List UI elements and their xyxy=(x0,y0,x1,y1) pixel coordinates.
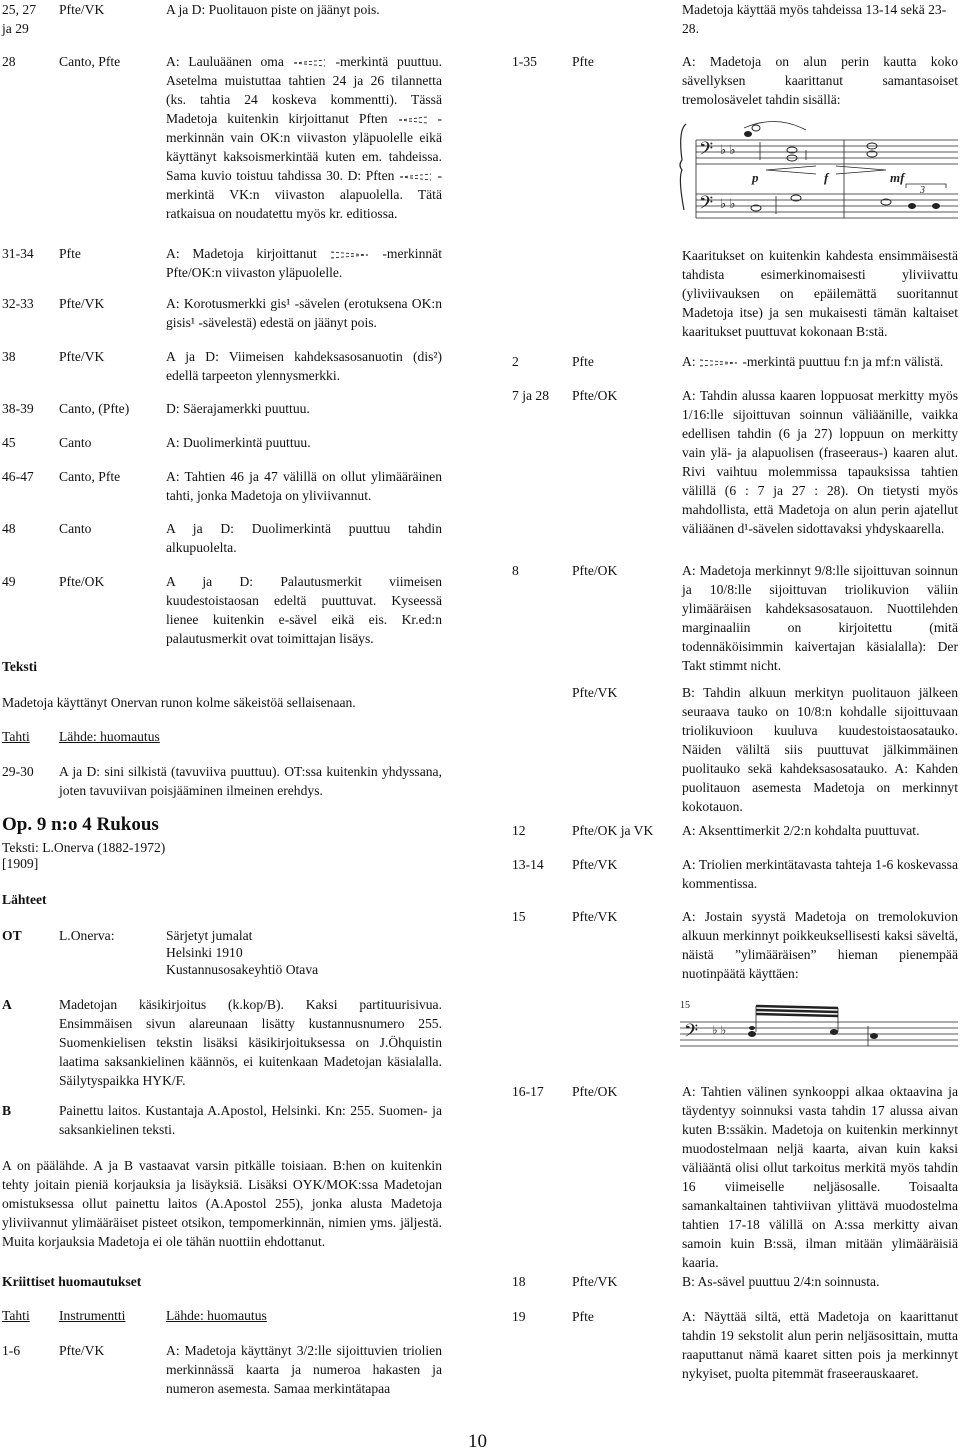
bar-number: 45 xyxy=(2,435,16,450)
comment-text: A ja D: Duolimerkintä puuttuu tahdin alkupuolelta. xyxy=(166,521,442,555)
comment-text: A: Tahtien välinen synkooppi alkaa oktaavina ja täydentyy soinnuksi vasta tahdin 17 alussa aivan kuten B:ssäkin. Madetoja on kuitenkin merkinnyt muodostelmaan neljä kaarta, aivan kuin kaksi väliääntä olisi ollut tarkoitus merkitä myös tahdin 16 viimeiselle neljäsosalle. Toisaalta samankaltainen tahtiviivan ylittävä muodostelma tahtien 17-18 välillä on A:ssa merkitty aivan samoin kuin B:ssä, ilman mitään ylimääräisiä kaaria. xyxy=(682,1084,958,1270)
instrument: Canto xyxy=(59,435,92,450)
music-example xyxy=(678,996,958,1052)
instrument: Pfte/VK xyxy=(59,296,105,311)
dynamic-p: p xyxy=(752,170,759,185)
bar-number: 25, 27 ja 29 xyxy=(2,2,36,36)
comment-text: A: Madetoja käyttänyt 3/2:lle sijoittuvien triolien merkinnässä kaarta ja numeroa hakasten ja numeron asemesta. Samaa merkintätapaa xyxy=(166,1343,442,1396)
op-teksti: Teksti: L.Onerva (1882-1972) xyxy=(2,840,166,855)
column-header-tahti: Tahti xyxy=(2,1308,30,1323)
instrument: Pfte xyxy=(572,354,594,369)
instrument: Pfte/VK xyxy=(59,2,105,17)
bar-number: 46-47 xyxy=(2,469,34,484)
hairpin-icon xyxy=(293,59,327,67)
comment-text: A: Duolimerkintä puuttuu. xyxy=(166,435,311,450)
bar-number: 18 xyxy=(512,1274,526,1289)
bar-number: 2 xyxy=(512,354,519,369)
source-author: L.Onerva: xyxy=(59,928,115,943)
instrument: Pfte/VK xyxy=(572,1274,618,1289)
column-header-lahde: Lähde: huomautus xyxy=(166,1308,267,1323)
instrument: Pfte/VK xyxy=(59,1343,105,1358)
bar-number: 48 xyxy=(2,521,16,536)
bar-number: 38 xyxy=(2,349,16,364)
source-text: Madetojan käsikirjoitus (k.kop/B). Kaksi partituurisivua. Ensimmäisen sivun alareunaan lisätty kustannusnumero 255. Suomenkielisen tekstin lisäksi käsikirjoituksessa on J.Öhquistin laatima saksankielinen käännös, ei kuitenkaan Madetojan käsialalla. Säilytyspaikka HYK/F. xyxy=(59,997,442,1088)
column-header-lahde: Lähde: huomautus xyxy=(59,729,160,744)
instrument: Pfte/OK xyxy=(572,1084,618,1099)
comment-text: A: Aksenttimerkit 2/2:n kohdalta puuttuvat. xyxy=(682,823,920,838)
source-key: OT xyxy=(2,928,22,943)
source-line: Kustannusosakeyhtiö Otava xyxy=(166,962,319,977)
comment-text: A ja D: sini silkistä (tavuviiva puuttuu). OT:ssa kuitenkin yhdyssana, joten tavuviivan poisjääminen ilmeinen erehdys. xyxy=(59,764,442,798)
instrument: Pfte/VK xyxy=(572,909,618,924)
bar-number: 31-34 xyxy=(2,246,34,261)
comment-text: D: Säerajamerkki puuttuu. xyxy=(166,401,310,416)
hairpin-icon xyxy=(398,116,428,124)
bar-number: 19 xyxy=(512,1309,526,1324)
bar-number: 1-6 xyxy=(2,1343,21,1358)
svg-text:𝄢: 𝄢 xyxy=(699,138,714,163)
instrument: Canto xyxy=(59,521,92,536)
comment-text: A: Lauluäänen oma -merkintä puuttuu. Asetelma muistuttaa tahtien 24 ja 26 tilannetta (ks. tahtia 24 koskeva kommentti). Tässä Madetoja kuitenkin kirjoittanut Pften -merkinnän vain OK:n viivaston yläpuolelle eikä käyttänyt kaksoismerkintää kuten em. tahdeissa. Sama kuvio toistuu tahdissa 30. D: Pften -merkintä VK:n viivaston alapuolella. Tätä ratkaisua on noudatettu myös kr. editiossa. xyxy=(166,54,442,221)
source-line: Särjetyt jumalat xyxy=(166,928,253,943)
instrument: Pfte/VK xyxy=(572,857,618,872)
measure-number: 15 xyxy=(680,1000,690,1011)
comment-text: A: -merkintä puuttuu f:n ja mf:n välistä. xyxy=(682,354,944,369)
comment-text: B: Tahdin alkuun merkityn puolitauon jälkeen seuraava tauko on 10/8:n kohdalle sijoittuvaan triolikuvioon kuuluva kuudestoistaosatauko. Näiden väliltä siis puuttuvat jälkimmäinen puolitauko sekä kahdeksasosatauko. A: Kahden puolitauon asemesta Madetoja on merkinnyt kokotauon. xyxy=(682,685,958,814)
comment-text: A ja D: Puolitauon piste on jäänyt pois. xyxy=(166,2,380,17)
comment-text: A ja D: Palautusmerkit viimeisen kuudestoistaosan edeltä puuttuvat. Kyseessä lienee kuitenkin e-sävel eikä eis. Kr.ed:n palautusmerkit ovat toimittajan lisäys. xyxy=(166,574,442,646)
instrument: Pfte/OK xyxy=(572,563,618,578)
column-header-tahti: Tahti xyxy=(2,729,30,744)
section-heading-kriittiset: Kriittiset huomautukset xyxy=(2,1274,142,1289)
op-year: [1909] xyxy=(2,856,39,871)
hairpin-icon xyxy=(399,173,433,181)
svg-text:𝄢: 𝄢 xyxy=(699,192,714,217)
comment-text: A: Madetoja on alun perin kautta koko sävellyksen kaarittanut samantasoiset tremolosävelet tahdin sisällä: xyxy=(682,54,958,107)
comment-text: A: Madetoja kirjoittanut -merkinnät Pfte/OK:n viivaston yläpuolelle. xyxy=(166,246,442,280)
comment-text: A: Näyttää siltä, että Madetoja on kaarittanut tahdin 19 sekstolit alun perin neljäsosittain, mutta raaputtanut nämä kaaret sitten pois ja merkinnyt nykyiset, puolta pitemmät fraseerauskaaret. xyxy=(682,1309,958,1381)
dynamic-f: f xyxy=(824,170,829,185)
section-heading-teksti: Teksti xyxy=(2,659,38,674)
op-title: Op. 9 n:o 4 Rukous xyxy=(2,814,159,835)
instrument: Pfte/OK xyxy=(59,574,105,589)
bar-number: 16-17 xyxy=(512,1084,544,1099)
hairpin-icon xyxy=(699,359,739,367)
column-header-instrumentti: Instrumentti xyxy=(59,1308,126,1323)
instrument: Pfte/VK xyxy=(572,685,618,700)
bar-number: 49 xyxy=(2,574,16,589)
instrument: Canto, Pfte xyxy=(59,54,121,69)
section-heading-lahteet: Lähteet xyxy=(2,892,47,907)
dynamic-mf: mf xyxy=(890,170,905,185)
bar-number: 28 xyxy=(2,54,16,69)
source-key: B xyxy=(2,1103,12,1118)
instrument: Pfte/OK xyxy=(572,388,618,403)
bar-number: 13-14 xyxy=(512,857,544,872)
comment-text: Kaaritukset on kuitenkin kahdesta ensimmäisestä tahdista esimerkinomaisesti yliviivattu (yliviivauksen on epäilemättä suoritannut Madetoja itse) ja sen mukaisesti tämän kaltaiset kaaritukset puuttuvat kokonaan B:stä. xyxy=(682,248,958,339)
hairpin-icon xyxy=(330,251,370,259)
music-example xyxy=(676,110,958,222)
bar-number: 32-33 xyxy=(2,296,34,311)
source-line: Helsinki 1910 xyxy=(166,945,243,960)
svg-text:𝄢: 𝄢 xyxy=(684,1020,699,1045)
bar-number: 15 xyxy=(512,909,526,924)
svg-text:♭ ♭: ♭ ♭ xyxy=(712,1023,727,1037)
instrument: Canto, (Pfte) xyxy=(59,401,130,416)
instrument: Pfte xyxy=(59,246,81,261)
bar-number: 29-30 xyxy=(2,764,34,779)
svg-text:♭ ♭: ♭ ♭ xyxy=(720,196,736,211)
instrument: Pfte xyxy=(572,54,594,69)
page-number: 10 xyxy=(468,1431,487,1452)
instrument: Canto, Pfte xyxy=(59,469,121,484)
bar-number: 1-35 xyxy=(512,54,537,69)
comment-text: A: Madetoja merkinnyt 9/8:lle sijoittuvan soinnun ja 10/8:lle sijoittuvan triolikuvion väliin ylimääräisen kahdeksasosatauon. Nuottilehden marginaaliin on kirjoitettu (mitä todennäköisimmin kaivertajan käsialalla): Der Takt stimmt nicht. xyxy=(682,563,958,673)
comment-text: A: Jostain syystä Madetoja on tremolokuvion alkuun merkinnyt poikkeuksellisesti kaksi säveltä, näistä ”ylimääräisen” hieman pienempää nuotinpäätä käyttäen: xyxy=(682,909,958,981)
instrument: Pfte xyxy=(572,1309,594,1324)
teksti-paragraph: Madetoja käyttänyt Onervan runon kolme säkeistöä sellaisenaan. xyxy=(2,695,356,710)
comment-text: A: Tahdin alussa kaaren loppuosat merkitty myös 1/16:lle sijoittuvan soinnun väliäänille, vaikka edellisen tahdin (6 ja 27) loppuun on merkitty vain ylä- ja alapuolisen (fraseeraus-) kaaren alut. Rivi vaihtuu molemmissa tapauksissa tahtien välillä (6 : 7 ja 27 : 28). On tietysti myös mahdollista, että Madetoja on alun perin ajatellut väliäänen d¹-sävelen sidottavaksi yhdyskaarella. xyxy=(682,388,958,536)
svg-text:♭ ♭: ♭ ♭ xyxy=(720,142,736,157)
continued-text: Madetoja käyttää myös tahdeissa 13-14 sekä 23-28. xyxy=(682,2,947,36)
comment-text: A ja D: Viimeisen kahdeksasosanuotin (dis²) edellä tarpeeton ylennysmerkki. xyxy=(166,349,442,383)
bar-number: 12 xyxy=(512,823,526,838)
bar-number: 8 xyxy=(512,563,519,578)
comment-text: A: Korotusmerkki gis¹ -sävelen (erotuksena OK:n gisis¹ -sävelestä) edestä on jäänyt pois. xyxy=(166,296,442,330)
comment-text: A: Triolien merkintätavasta tahteja 1-6 koskevassa kommentissa. xyxy=(682,857,958,891)
bar-number: 7 ja 28 xyxy=(512,388,549,403)
source-key: A xyxy=(2,997,12,1012)
tuplet-number: 3 xyxy=(920,185,925,196)
instrument: Pfte/VK xyxy=(59,349,105,364)
comment-text: A: Tahtien 46 ja 47 välillä on ollut ylimääräinen tahti, jonka Madetoja on yliviivannut. xyxy=(166,469,442,503)
sources-paragraph: A on päälähde. A ja B vastaavat varsin pitkälle toisiaan. B:hen on kuitenkin tehty joitain pieniä korjauksia ja lisäyksiä. Lisäksi OYK/MOK:ssa Madetojan omistuksessa ollut painettu laitos (A.Apostol 255), jonka alusta Madetoja yliviivannut ylimääräiset pisteet otsikon, tempomerkinnän, nimien yms. jäljestä. Muita korjauksia Madetoja ei ole tähän nuottiin ehdottanut. xyxy=(2,1158,442,1249)
comment-text: B: As-sävel puuttuu 2/4:n soinnusta. xyxy=(682,1274,880,1289)
instrument: Pfte/OK ja VK xyxy=(572,823,654,838)
source-text: Painettu laitos. Kustantaja A.Apostol, Helsinki. Kn: 255. Suomen- ja saksankielinen teksti. xyxy=(59,1103,442,1137)
bar-number: 38-39 xyxy=(2,401,34,416)
